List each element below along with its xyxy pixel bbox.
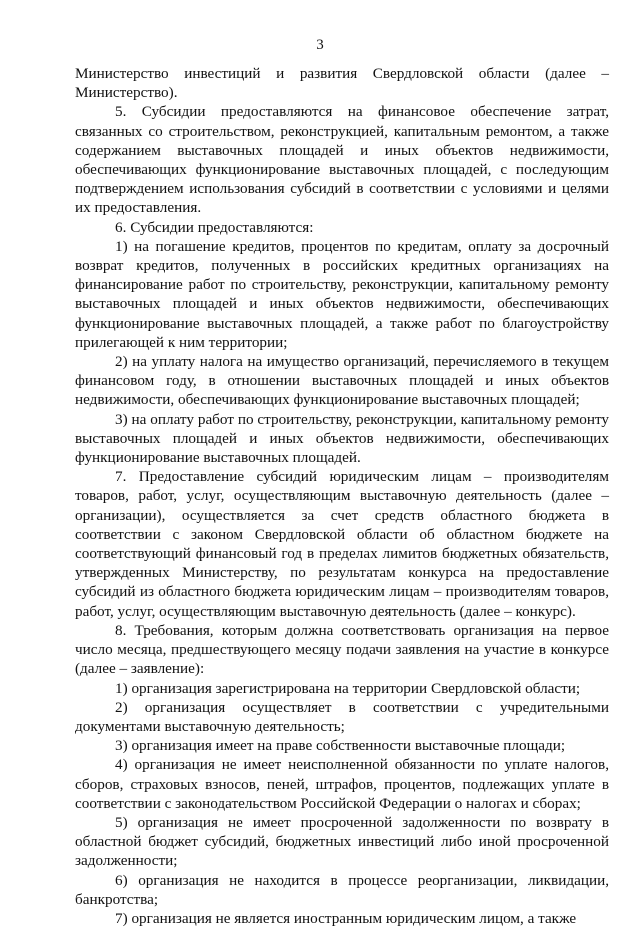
document-body — [75, 64, 609, 928]
paragraph-5: 5. Субсидии предоставляются на финансовое обеспечение затрат, связанных со строительством, реконструкцией, капитальным ремонтом, а также содержанием выставочных площадей и иных объектов недвижимости, обеспечивающих функционирование выставочных площадей, с последующим подтверждением использования субсидий в соответствии с условиями и целями их предоставления. — [75, 103, 609, 217]
page-number: 3 — [316, 37, 324, 53]
paragraph-8-item-5: 5) организация не имеет просроченной задолженности по возврату в областной бюджет субсидий, бюджетных инвестиций либо иной просроченной задолженности; — [75, 813, 609, 870]
paragraph-6-item-2: 2) на уплату налога на имущество организаций, перечисляемого в текущем финансовом году, в отношении выставочных площадей и иных объектов недвижимости, обеспечивающих функционирование выставочных площадей; — [75, 353, 609, 409]
paragraph-6-item-3: 3) на оплату работ по строительству, реконструкции, капитальному ремонту выставочных площадей и иных объектов недвижимости, обеспечивающих функционирование выставочных площадей. — [75, 410, 609, 467]
paragraph-8-item-3: 3) организация имеет на праве собственности выставочные площади; — [115, 737, 566, 755]
paragraph-8-item-4: 4) организация не имеет неисполненной обязанности по уплате налогов, сборов, страховых взносов, пеней, штрафов, процентов, подлежащих уплате в соответствии с законодательством Российской Федерации о налогах и сборах; — [75, 756, 609, 812]
paragraph-ministry: Министерство инвестиций и развития Свердловской области (далее – Министерство). — [75, 65, 609, 102]
paragraph-6: 6. Субсидии предоставляются: — [115, 218, 314, 236]
paragraph-7: 7. Предоставление субсидий юридическим лицам – производителям товаров, работ, услуг, осуществляющим выставочную деятельность (далее – организации), осуществляется за счет средств областного бюджета в соответствии с законом Свердловской области об областном бюджете на соответствующий финансовый год в пределах лимитов бюджетных обязательств, утвержденных Министерству, по результатам конкурса на предоставление субсидий из областного бюджета юридическим лицам – производителям товаров, работ, услуг, осуществляющим выставочную деятельность (далее – конкурс). — [75, 468, 609, 620]
paragraph-6-item-1: 1) на погашение кредитов, процентов по кредитам, оплату за досрочный возврат кредитов, полученных в российских кредитных организациях на финансирование работ по строительству, реконструкции, капитальному ремонту выставочных площадей и иных объектов недвижимости, обеспечивающих функционирование выставочных площадей, а также работ по благоустройству прилегающей к ним территории; — [75, 237, 609, 351]
paragraph-8-item-1: 1) организация зарегистрирована на территории Свердловской области; — [115, 679, 581, 697]
paragraph-8-item-7: 7) организация не является иностранным юридическим лицом, а также — [115, 909, 577, 927]
paragraph-8-item-6: 6) организация не находится в процессе реорганизации, ликвидации, банкротства; — [75, 871, 609, 908]
paragraph-8: 8. Требования, которым должна соответствовать организация на первое число месяца, предшествующего месяцу подачи заявления на участие в конкурсе (далее – заявление): — [75, 621, 609, 678]
paragraph-8-item-2: 2) организация осуществляет в соответствии с учредительными документами выставочную деятельность; — [75, 698, 609, 735]
